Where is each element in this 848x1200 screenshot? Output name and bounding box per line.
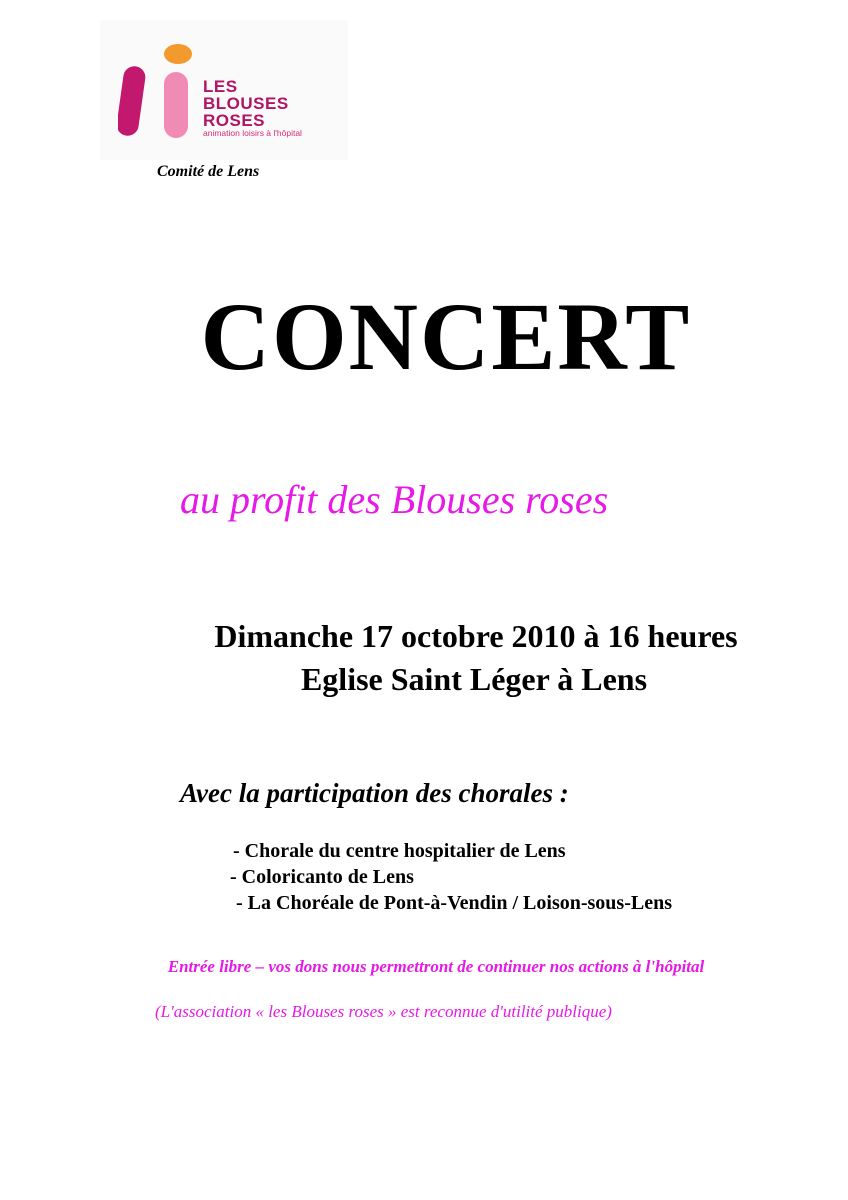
choir-item: - Chorale du centre hospitalier de Lens [233, 840, 566, 862]
logo-line-blouses: BLOUSES [203, 94, 289, 113]
choir-item: - Coloricanto de Lens [230, 866, 414, 888]
participation-heading: Avec la participation des chorales : [180, 778, 569, 808]
logo-line-les: LES [203, 77, 238, 96]
page-title: CONCERT [200, 283, 692, 390]
subtitle: au profit des Blouses roses [180, 477, 609, 522]
blouses-roses-logo-mark [118, 42, 200, 142]
logo-line-roses: ROSES [203, 111, 266, 130]
logo-wordmark [203, 78, 289, 129]
association-note: (L'association « les Blouses roses » est reconnue d'utilité publique) [155, 1002, 612, 1021]
logo [100, 20, 348, 160]
logo-tagline: animation loisirs à l'hôpital [203, 128, 302, 138]
choir-item: - La Choréale de Pont-à-Vendin / Loison-sous-Lens [236, 892, 672, 914]
event-place: Eglise Saint Léger à Lens [300, 661, 648, 697]
committee-name: Comité de Lens [157, 163, 260, 180]
free-entry-notice: Entrée libre – vos dons nous permettront de continuer nos actions à l'hôpital [167, 957, 705, 976]
event-date: Dimanche 17 octobre 2010 à 16 heures [214, 618, 738, 654]
